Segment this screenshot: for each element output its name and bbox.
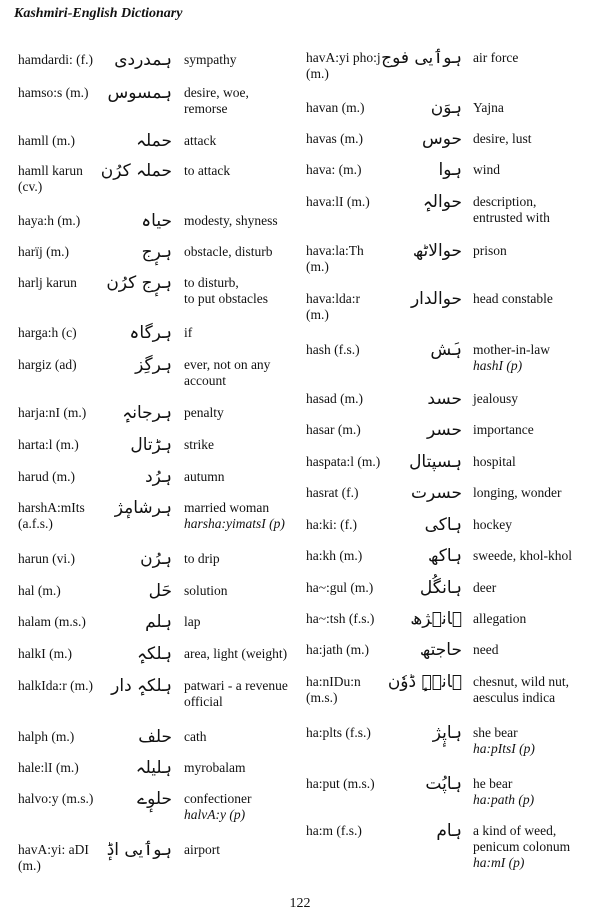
gloss-line: mother-in-law — [473, 342, 550, 357]
entry-script: ہوٲیی فوج — [381, 48, 462, 68]
entry-script: ہلم — [145, 612, 172, 632]
entry-script: حیاہ — [141, 211, 172, 231]
headword-line: ha:jath (m.) — [306, 642, 369, 657]
entry-gloss — [473, 100, 595, 116]
headword-line: haspata:l (m.) — [306, 454, 381, 469]
entry-script: ہرٕج — [141, 242, 172, 262]
headword-line: havA:yi pho:j — [306, 50, 381, 65]
gloss-line: penalty — [184, 405, 224, 420]
gloss-line: to disturb, — [184, 275, 239, 290]
entry-gloss — [473, 776, 595, 808]
headword-line: (a.f.s.) — [18, 516, 53, 531]
gloss-line: deer — [473, 580, 497, 595]
gloss-line: sympathy — [184, 52, 237, 67]
entry-gloss — [473, 291, 595, 307]
headword-line: ha~:tsh (f.s.) — [306, 611, 375, 626]
entry-script: ہاکھ — [428, 546, 462, 566]
headword-line: harïj (m.) — [18, 244, 69, 259]
entry-gloss — [184, 437, 296, 453]
gloss-line: myrobalam — [184, 760, 246, 775]
gloss-line: strike — [184, 437, 214, 452]
entry-gloss — [184, 791, 296, 823]
entry-gloss — [184, 405, 296, 421]
entry-script: حوالہٕ — [422, 192, 462, 212]
gloss-line: desire, woe, — [184, 85, 249, 100]
entry-gloss — [184, 469, 296, 485]
gloss-line: to drip — [184, 551, 220, 566]
headword-line: hava: (m.) — [306, 162, 362, 177]
gloss-line: need — [473, 642, 499, 657]
entry-gloss — [184, 357, 296, 389]
entry-gloss — [184, 213, 296, 229]
entry-script: ہرٕج کرُن — [106, 273, 172, 293]
entry-gloss — [473, 548, 595, 564]
gloss-line: patwari - a revenue — [184, 678, 288, 693]
entry-gloss — [184, 646, 296, 662]
headword-line: (m.) — [306, 66, 329, 81]
gloss-line: modesty, shyness — [184, 213, 278, 228]
entry-script: ہاپُت — [425, 774, 462, 794]
entry-gloss — [184, 842, 296, 858]
gloss-line: if — [184, 325, 193, 340]
gloss-line: lap — [184, 614, 201, 629]
gloss-plural-note: ha:path (p) — [473, 792, 535, 807]
entry-script: ہوَن — [430, 98, 462, 118]
headword-line: (m.) — [306, 259, 329, 274]
headword-line: hamso:s (m.) — [18, 85, 89, 100]
gloss-line: a kind of weed, — [473, 823, 557, 838]
entry-script: حلف — [138, 727, 172, 747]
headword-line: havan (m.) — [306, 100, 365, 115]
entry-script: ہرشامٕژ — [114, 498, 172, 518]
entry-gloss — [473, 422, 595, 438]
entry-gloss — [184, 325, 296, 341]
entry-gloss — [184, 244, 296, 260]
entry-script: ہرُن — [140, 549, 172, 569]
headword-line: ha:plts (f.s.) — [306, 725, 371, 740]
headword-line: ha:nIDu:n — [306, 674, 361, 689]
gloss-line: to attack — [184, 163, 231, 178]
entry-script: حوالاٹھ — [412, 241, 462, 261]
gloss-line: he bear — [473, 776, 513, 791]
gloss-line: cath — [184, 729, 207, 744]
headword-line: (m.) — [18, 858, 41, 873]
gloss-line: airport — [184, 842, 220, 857]
entry-script: حوس — [421, 129, 462, 149]
entry-script: ہاکی — [424, 515, 462, 535]
entry-script: ہمدردی — [114, 50, 172, 70]
gloss-line: confectioner — [184, 791, 252, 806]
entry-script: ہلیلہ — [135, 758, 172, 778]
entry-gloss — [473, 50, 595, 66]
headword-line: hava:lda:r — [306, 291, 360, 306]
gloss-line: sweede, khol-khol — [473, 548, 572, 563]
gloss-line: remorse — [184, 101, 228, 116]
page-number: 122 — [289, 896, 311, 911]
gloss-line: prison — [473, 243, 507, 258]
headword-line: (m.s.) — [306, 690, 338, 705]
entry-script: حسد — [427, 389, 462, 409]
gloss-line: solution — [184, 583, 228, 598]
headword-line: harun (vi.) — [18, 551, 75, 566]
gloss-plural-note: halvA:y (p) — [184, 807, 246, 822]
entry-script: ہرگاہ — [129, 323, 172, 343]
entry-gloss — [473, 580, 595, 596]
entry-gloss — [184, 614, 296, 630]
gloss-line: obstacle, disturb — [184, 244, 273, 259]
entry-gloss — [184, 678, 296, 710]
entry-gloss — [184, 133, 296, 149]
headword-line: hava:lI (m.) — [306, 194, 370, 209]
entry-gloss — [473, 162, 595, 178]
entry-script: ہلکہٕ دار — [111, 676, 172, 696]
gloss-line: to put obstacles — [184, 291, 268, 306]
headword-line: ha~:gul (m.) — [306, 580, 374, 595]
gloss-plural-note: ha:mI (p) — [473, 855, 525, 870]
entry-gloss — [184, 729, 296, 745]
entry-gloss — [473, 342, 595, 374]
entry-gloss — [473, 517, 595, 533]
headword-line: haya:h (m.) — [18, 213, 81, 228]
entry-gloss — [473, 391, 595, 407]
gloss-line: aesculus indica — [473, 690, 556, 705]
gloss-line: jealousy — [473, 391, 518, 406]
headword-line: havA:yi: aDI — [18, 842, 89, 857]
gloss-line: air force — [473, 50, 519, 65]
gloss-line: hospital — [473, 454, 516, 469]
entry-script: حسرت — [410, 483, 462, 503]
headword-line: hasar (m.) — [306, 422, 361, 437]
gloss-plural-note: hashI (p) — [473, 358, 523, 373]
headword-line: hash (f.s.) — [306, 342, 360, 357]
headword-line: hale:lI (m.) — [18, 760, 79, 775]
entry-script: ہام — [436, 821, 462, 841]
gloss-line: official — [184, 694, 223, 709]
entry-gloss — [473, 485, 595, 501]
entry-script: ہوا — [438, 160, 462, 180]
headword-line: halkIda:r (m.) — [18, 678, 93, 693]
gloss-line: chesnut, wild nut, — [473, 674, 569, 689]
gloss-line: account — [184, 373, 226, 388]
entry-script: حملہ کرُن — [100, 161, 172, 181]
headword-line: hasrat (f.) — [306, 485, 359, 500]
entry-gloss — [184, 163, 296, 179]
headword-line: hasad (m.) — [306, 391, 363, 406]
entry-script: ہوٲیی اڈٕ — [106, 840, 172, 860]
gloss-line: autumn — [184, 469, 225, 484]
gloss-line: Yajna — [473, 100, 504, 115]
gloss-line: hockey — [473, 517, 512, 532]
headword-line: harlj karun — [18, 275, 77, 290]
gloss-line: desire, lust — [473, 131, 532, 146]
entry-script: حلوٕے — [137, 789, 172, 809]
headword-line: havas (m.) — [306, 131, 363, 146]
entry-script: ہانٛہٕ ڈوٗن — [387, 672, 462, 692]
gloss-plural-note: harsha:yimatsI (p) — [184, 516, 285, 531]
entry-gloss — [473, 243, 595, 259]
headword-line: (cv.) — [18, 179, 43, 194]
entry-script: ہمسوس — [107, 83, 172, 103]
headword-line: ha:put (m.s.) — [306, 776, 375, 791]
entry-gloss — [473, 725, 595, 757]
gloss-line: penicum colonum — [473, 839, 571, 854]
headword-line: ha:kh (m.) — [306, 548, 363, 563]
entry-gloss — [184, 275, 296, 307]
gloss-line: attack — [184, 133, 217, 148]
headword-line: halkI (m.) — [18, 646, 72, 661]
headword-line: harja:nI (m.) — [18, 405, 87, 420]
headword-line: hava:la:Th — [306, 243, 364, 258]
gloss-line: ever, not on any — [184, 357, 271, 372]
gloss-line: allegation — [473, 611, 527, 626]
gloss-line: importance — [473, 422, 534, 437]
entry-gloss — [473, 611, 595, 627]
entry-script: حوالدار — [410, 289, 462, 309]
gloss-line: longing, wonder — [473, 485, 562, 500]
headword-line: harta:l (m.) — [18, 437, 79, 452]
entry-gloss — [184, 52, 296, 68]
headword-line: halph (m.) — [18, 729, 75, 744]
entry-script: حملہ — [136, 131, 172, 151]
headword-line: hamdardi: (f.) — [18, 52, 93, 67]
gloss-line: entrusted with — [473, 210, 550, 225]
entry-script: حَل — [148, 581, 172, 601]
headword-line: (m.) — [306, 307, 329, 322]
entry-script: ہلکہٕ — [137, 644, 172, 664]
entry-gloss — [184, 583, 296, 599]
headword-line: ha:ki: (f.) — [306, 517, 357, 532]
gloss-line: she bear — [473, 725, 518, 740]
entry-gloss — [473, 674, 595, 706]
entry-gloss — [473, 642, 595, 658]
entry-script: ہڑتال — [130, 435, 172, 455]
entry-gloss — [473, 454, 595, 470]
page-title: Kashmiri-English Dictionary — [14, 6, 183, 21]
entry-script: ہاپٕژ — [432, 723, 462, 743]
entry-script: ہَش — [430, 340, 462, 360]
gloss-line: area, light (weight) — [184, 646, 288, 661]
headword-line: harud (m.) — [18, 469, 75, 484]
entry-script: ہرُد — [145, 467, 172, 487]
headword-line: hamll (m.) — [18, 133, 75, 148]
entry-gloss — [184, 551, 296, 567]
gloss-line: head constable — [473, 291, 553, 306]
entry-script: ہرجانہٕ — [122, 403, 172, 423]
entry-gloss — [184, 760, 296, 776]
entry-gloss — [184, 85, 296, 117]
gloss-line: description, — [473, 194, 537, 209]
gloss-line: wind — [473, 162, 500, 177]
entry-script: حاجتھ — [419, 640, 462, 660]
headword-line: harga:h (c) — [18, 325, 77, 340]
entry-gloss — [184, 500, 296, 532]
headword-line: hamll karun — [18, 163, 83, 178]
gloss-line: married woman — [184, 500, 270, 515]
entry-script: ہسپتال — [409, 452, 462, 472]
entry-gloss — [473, 131, 595, 147]
gloss-plural-note: ha:pItsI (p) — [473, 741, 535, 756]
entry-script: ہانگُل — [419, 578, 462, 598]
headword-line: hargiz (ad) — [18, 357, 77, 372]
entry-script: ہرگِز — [135, 355, 172, 375]
entry-gloss — [473, 823, 595, 871]
headword-line: halam (m.s.) — [18, 614, 86, 629]
entry-gloss — [473, 194, 595, 226]
headword-line: ha:m (f.s.) — [306, 823, 362, 838]
headword-line: hal (m.) — [18, 583, 61, 598]
entry-script: ہانٛژھ — [410, 609, 462, 629]
headword-line: harshA:mIts — [18, 500, 85, 515]
entry-script: حسر — [426, 420, 462, 440]
headword-line: halvo:y (m.s.) — [18, 791, 94, 806]
